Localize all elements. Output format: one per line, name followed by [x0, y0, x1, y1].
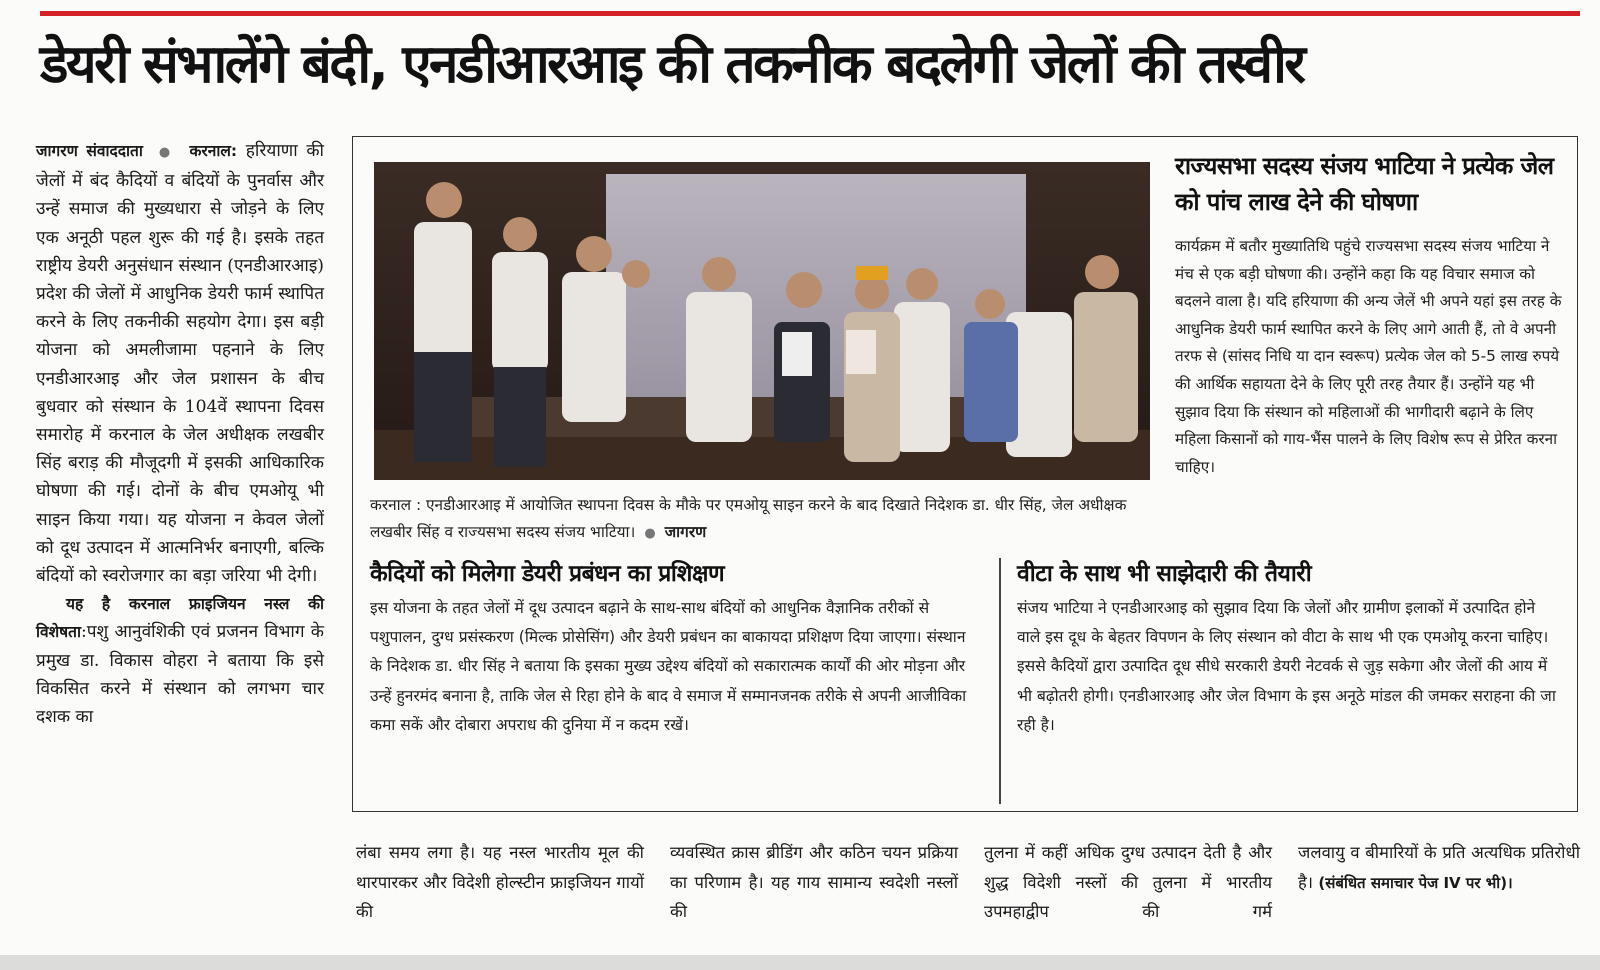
top-red-rule [40, 11, 1580, 16]
event-photo [374, 162, 1150, 480]
caption-text: करनाल : एनडीआरआइ में आयोजित स्थापना दिवस के मौके पर एमओयू साइन करने के बाद दिखाते निदेशक डा. धीर सिंह, जेल अधीक्षक लखबीर सिंह व राज्यसभा सदस्य संजय भाटिया। [370, 496, 1127, 541]
page-edge [0, 955, 1600, 970]
photo-credit: जागरण [664, 523, 707, 541]
left-column [36, 137, 324, 731]
side-story-body: कार्यक्रम में बतौर मुख्यातिथि पहुंचे राज्यसभा सदस्य संजय भाटिया ने मंच से एक बड़ी घोषणा की। उन्होंने कहा कि यह विचार समाज को बदलने वाला है। यदि हरियाणा की अन्य जेलें भी अपने यहां इस तरह के आधुनिक डेयरी फार्म स्थापित करने के लिए आगे आती हैं, तो वे अपनी तरफ से (सांसद निधि या दान स्वरूप) प्रत्येक जेल को 5-5 लाख रुपये की आर्थिक सहायता देने के लिए पूरी तरह तैयार हैं। उन्होंने यह भी सुझाव दिया कि संस्थान को महिलाओं की भागीदारी बढ़ाने के लिए महिला किसानों को गाय-भैंस पालने के लिए विशेष रूप से प्रेरित करना चाहिए। [1175, 237, 1562, 476]
lead-paragraph: हरियाणा की जेलों में बंद कैदियों व बंदियों के पुनर्वास और उन्हें समाज की मुख्यधारा से जोड़ने के लिए एक अनूठी पहल शुरू की गई है। इसके तहत राष्ट्रीय डेयरी अनुसंधान संस्थान (एनडीआरआइ) प्रदेश की जेलों में आधुनिक डेयरी फार्म स्थापित करने के लिए तकनीकी सहयोग देगा। इस बड़ी योजना को अमलीजामा पहनाने के लिए एनडीआरआइ और जेल प्रशासन के बीच बुधवार को संस्थान के 104वें स्थापना दिवस समारोह में करनाल के जेल अधीक्षक लखबीर सिंह बराड़ की मौजूदगी में इसकी आधिकारिक घोषणा की गई। दोनों के बीच एमओयू भी साइन किया गया। यह योजना न केवल जेलों को दूध उत्पादन में आत्मनिर्भर बनाएगी, बल्कि बंदियों को स्वरोजगार का बड़ा जरिया भी देगी। [36, 141, 324, 587]
bottom-column-1: लंबा समय लगा है। यह नस्ल भारतीय मूल की थारपारकर और विदेशी होल्स्टीन फ्राइजियन गायों की [356, 843, 644, 921]
training-body: इस योजना के तहत जेलों में दूध उत्पादन बढ़ाने के साथ-साथ बंदियों को आधुनिक वैज्ञानिक तरीकों से पशुपालन, दुग्ध प्रसंस्करण (मिल्क प्रोसेसिंग) और डेयरी प्रबंधन का बाकायदा प्रशिक्षण दिया जाएगा। संस्थान के निदेशक डा. धीर सिंह ने बताया कि इसका मुख्य उद्देश्य बंदियों को सकारात्मक कार्यों की ओर मोड़ना और उन्हें हुनरमंद बनाना है, ताकि जेल से रिहा होने के बाद वे समाज में सम्मानजनक तरीके से अपनी आजीविका कमा सकें और दोबारा अपराध की दुनिया में न कदम रखें। [370, 599, 967, 734]
breed-subhead: यह है करनाल फ्राइजियन नस्ल की विशेषता [36, 595, 324, 642]
side-story-headline: राज्यसभा सदस्य संजय भाटिया ने प्रत्येक जेल को पांच लाख देने की घोषणा [1175, 152, 1554, 216]
bottom-column-3: तुलना में कहीं अधिक दुग्ध उत्पादन देती है और शुद्ध विदेशी नस्लों की तुलना में भारतीय उपमहाद्वीप की गर्म [984, 843, 1272, 921]
column-divider [999, 558, 1001, 804]
vita-body: संजय भाटिया ने एनडीआरआइ को सुझाव दिया कि जेलों और ग्रामीण इलाकों में उत्पादित होने वाले इस दूध के बेहतर विपणन के लिए संस्थान को वीटा के साथ भी एक एमओयू करना चाहिए। इससे कैदियों द्वारा उत्पादित दूध सीधे सरकारी डेयरी नेटवर्क से जुड़ सकेगा और जेलों की आय में भी बढ़ोतरी होगी। एनडीआरआइ और जेल विभाग के इस अनूठे मांडल की जमकर सराहना की जा रही है। [1017, 599, 1556, 734]
dateline-byline: जागरण संवाददाता [36, 142, 143, 160]
photo-illustration [374, 162, 1150, 480]
vita-headline: वीटा के साथ भी साझेदारी की तैयारी [1017, 561, 1312, 587]
bottom-column-4-text: जलवायु व बीमारियों के प्रति अत्यधिक प्रतिरोधी है। [1298, 843, 1580, 892]
photo-caption [370, 492, 1152, 547]
bullet-dot: ● [151, 145, 181, 160]
bullet-dot: ● [640, 526, 660, 541]
headline: डेयरी संभालेंगे बंदी, एनडीआरआइ की तकनीक बदलेगी जेलों की तस्वीर [40, 34, 1304, 95]
training-headline: कैदियों को मिलेगा डेयरी प्रबंधन का प्रशिक्षण [370, 561, 725, 587]
dateline-place: करनाल: [189, 142, 238, 160]
related-news-ref: (संबंधित समाचार पेज IV पर भी)। [1318, 873, 1513, 892]
bottom-column-2: व्यवस्थित क्रास ब्रीडिंग और कठिन चयन प्रक्रिया का परिणाम है। यह गाय सामान्य स्वदेशी नस्लों की [670, 843, 958, 921]
bottom-column-4 [1298, 838, 1580, 898]
breed-paragraph: :पशु आनुवंशिकी एवं प्रजनन विभाग के प्रमुख डा. विकास वोहरा ने बताया कि इसे विकसित करने में संस्थान को लगभग चार दशक का [36, 622, 324, 728]
